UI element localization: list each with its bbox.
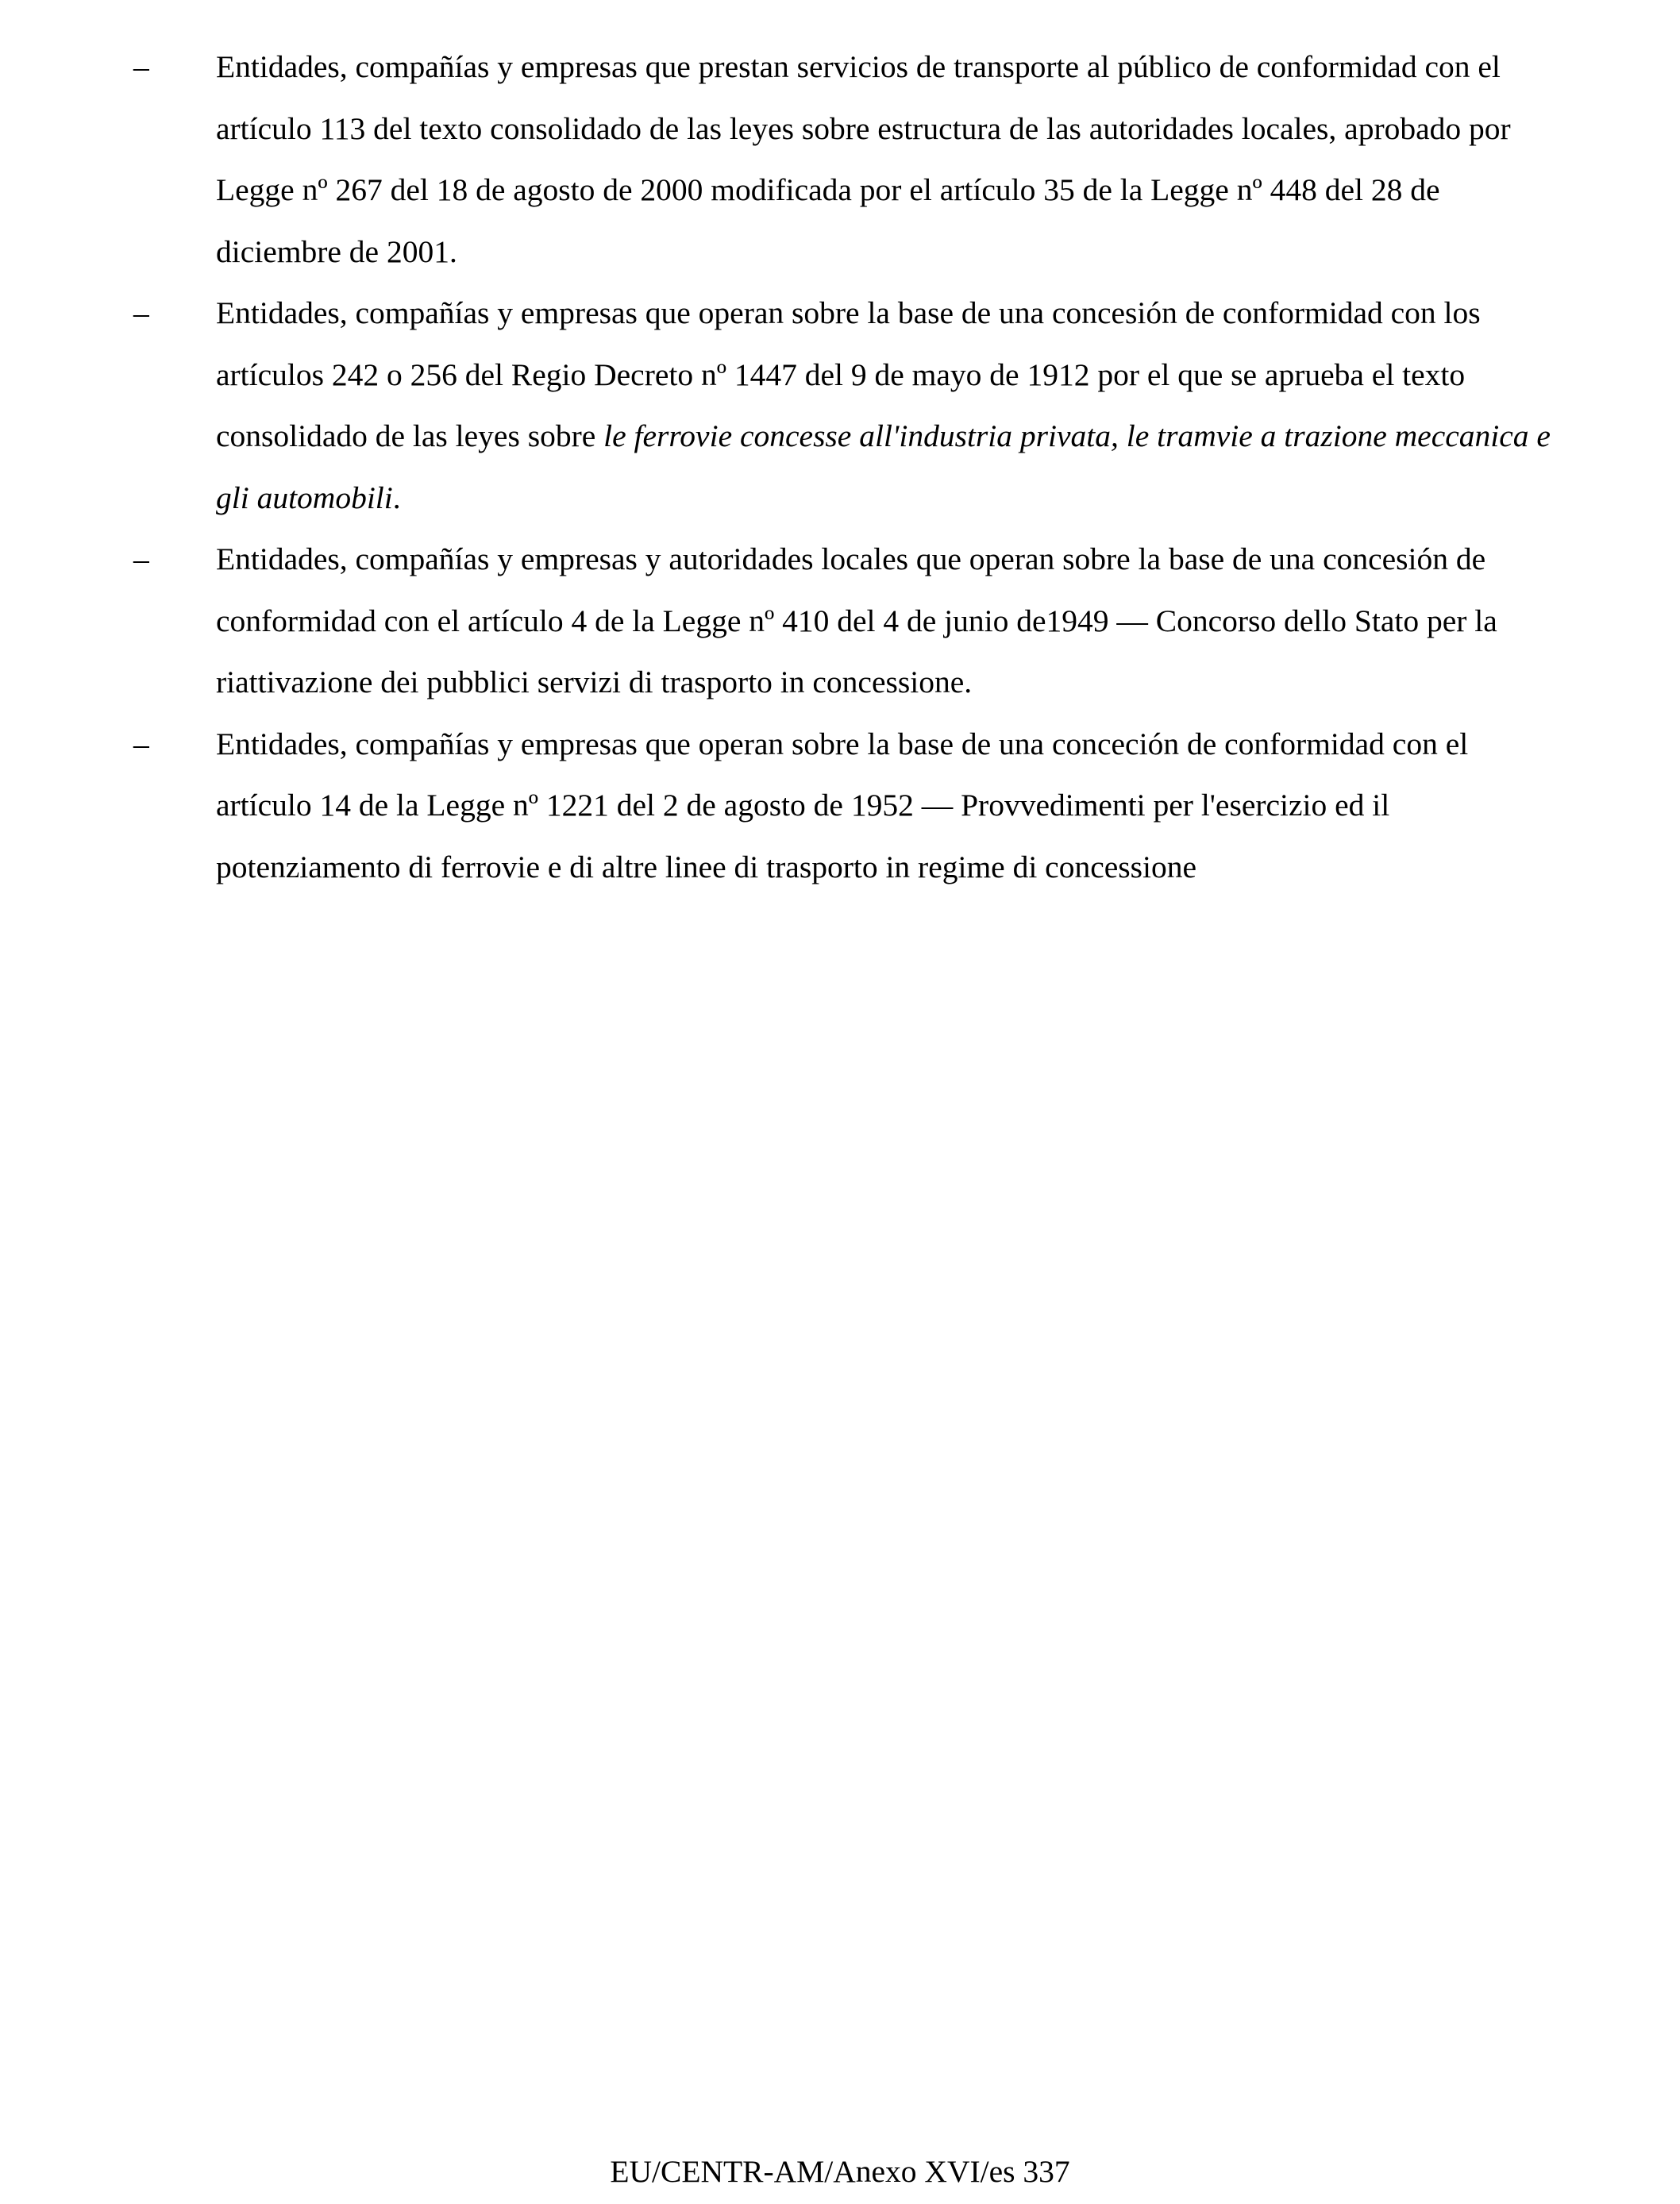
list-item-text: Entidades, compañías y empresas y autoridades locales que operan sobre la base de una concesión de conformidad con el artículo 4 de la Legge nº 410 del 4 de junio de1949 — Concorso dello Stato per la riattivazione dei pubblici servizi di trasporto in concessione. — [216, 541, 1497, 699]
list-item-text-after: . — [392, 480, 401, 515]
list-item — [133, 283, 1562, 529]
list-item-italic-title: le ferrovie concesse all'industria privata, le tramvie a trazione meccanica e gli automobili — [216, 418, 1551, 515]
list-item-text: Entidades, compañías y empresas que prestan servicios de transporte al público de conformidad con el artículo 113 del texto consolidado de las leyes sobre estructura de las autoridades locales, aprobado por Legge nº 267 del 18 de agosto de 2000 modificada por el artículo 35 de la Legge nº 448 del 28 de diciembre de 2001. — [216, 49, 1511, 269]
list-bullet: – — [133, 49, 149, 84]
list-item-text — [216, 283, 1562, 529]
page-footer: EU/CENTR-AM/Anexo XVI/es 337 — [610, 2154, 1070, 2189]
list-item-text-before: Entidades, compañías y empresas que operan sobre la base de una concesión de conformidad con los artículos 242 o 256 del Regio Decreto nº 1447 del 9 de mayo de 1912 por el que se aprueba el texto consolidado de las leyes sobre — [216, 295, 1481, 453]
list-bullet: – — [133, 541, 149, 576]
list-bullet: – — [133, 295, 149, 330]
list-item — [133, 529, 1562, 714]
list-item-text: Entidades, compañías y empresas que operan sobre la base de una conceción de conformidad con el artículo 14 de la Legge nº 1221 del 2 de agosto de 1952 — Provvedimenti per l'esercizio ed il potenziamento di ferrovie e di altre linee di trasporto in regime di concessione — [216, 726, 1469, 884]
list-item — [133, 714, 1562, 899]
list-item — [133, 37, 1562, 283]
list-bullet: – — [133, 726, 149, 761]
document-body — [133, 37, 1562, 898]
